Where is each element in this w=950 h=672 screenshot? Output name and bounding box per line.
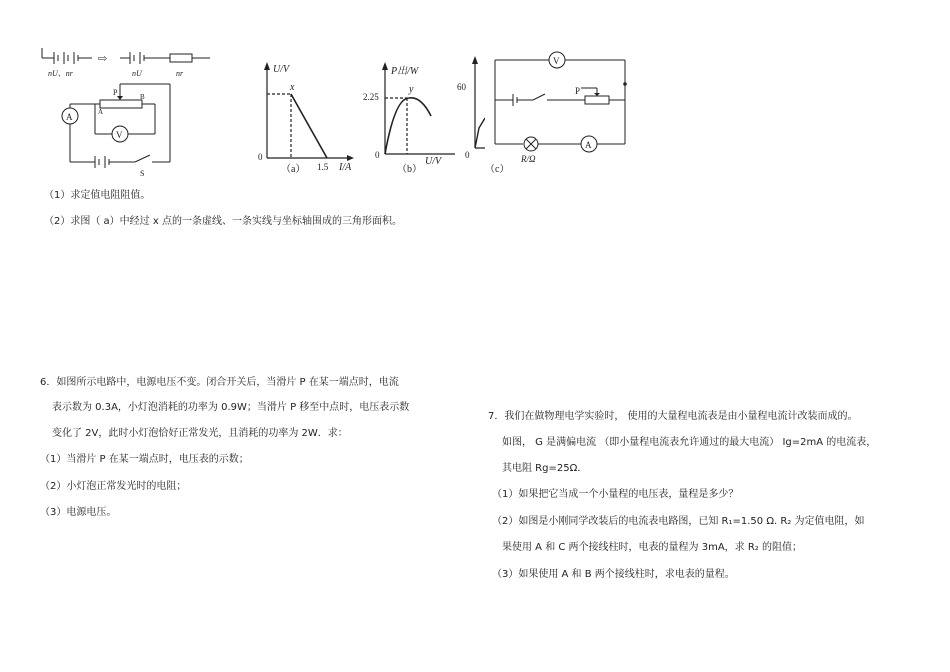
question-6-line2: 表示数为 0.3A，小灯泡消耗的功率为 0.9W；当滑片 P 移至中点时，电压表示数: [52, 402, 410, 413]
graph-b-y-label: P出/W: [391, 66, 419, 77]
right-slider-label-p: P: [575, 86, 581, 96]
graph-c-y-tick: 60: [457, 82, 466, 92]
graph-a-x-tick: 1.5: [317, 162, 329, 172]
graph-a-point-x: x: [290, 82, 295, 93]
graph-b-point-y: y: [409, 84, 414, 95]
question-7-line2: 如图， G 是满偏电流 （即小量程电流表允许通过的最大电流） Ig=2mA 的电流表，: [502, 437, 877, 448]
slider-label-p: P: [113, 88, 118, 97]
question-7-sub1: （1）如果把它当成一个小量程的电压表，量程是多少？: [492, 489, 739, 500]
question-6-line1: 6．如图所示电路中，电源电压不变。闭合开关后，当滑片 P 在某一端点时，电流: [40, 377, 399, 388]
question-5-sub1: （1）求定值电阻阻值。: [44, 190, 151, 201]
graph-c-x-label: R/Ω: [521, 154, 536, 164]
graph-c-origin: 0: [465, 150, 470, 160]
graph-a: [255, 58, 355, 176]
node-b-label: B: [140, 93, 145, 101]
question-6-sub2: （2）小灯泡正常发光时的电阻；: [40, 481, 187, 492]
graph-b-x-label: U/V: [425, 156, 442, 167]
node-a-label: A: [98, 108, 104, 116]
right-ammeter-label: A: [585, 140, 592, 150]
question-5-sub2: （2）求图（ a）中经过 x 点的一条虚线、一条实线与坐标轴围成的三角形面积。: [44, 216, 402, 227]
circuit-diagram-left: [40, 42, 220, 182]
graph-b: [365, 58, 465, 176]
voltmeter-label: V: [116, 130, 123, 140]
graph-b-y-tick: 2.25: [363, 92, 379, 102]
graph-a-origin: 0: [258, 152, 263, 162]
label-nU-nr: nU、nr: [48, 69, 73, 78]
circuit-diagram-right: [485, 44, 637, 164]
graph-a-x-label: I/A: [339, 162, 352, 173]
question-6-sub3: （3）电源电压。: [40, 507, 117, 518]
question-7-sub3: 果使用 A 和 C 两个接线柱时，电表的量程为 3mA，求 R₂ 的阻值；: [502, 542, 802, 553]
right-voltmeter-label: V: [553, 56, 560, 66]
question-6-line3: 变化了 2V，此时小灯泡恰好正常发光，且消耗的功率为 2W．求：: [52, 428, 348, 439]
graph-b-origin: 0: [375, 150, 380, 160]
question-7-sub2: （2）如图是小刚同学改装后的电流表电路图，已知 R₁=1.50 Ω. R₂ 为定值电阻，如: [492, 516, 865, 527]
graph-c-caption: （c）: [485, 164, 510, 175]
graph-a-caption: （a）: [281, 164, 306, 175]
question-7-line3: 其电阻 Rg=25Ω.: [502, 463, 581, 474]
label-nr: nr: [176, 69, 184, 78]
ammeter-label: A: [66, 112, 73, 122]
switch-label: S: [140, 169, 145, 178]
question-6-sub1: （1）当滑片 P 在某一端点时，电压表的示数；: [40, 454, 249, 465]
equiv-arrow-icon: ⇨: [98, 53, 108, 65]
label-nU: nU: [132, 69, 142, 78]
graph-b-caption: （b）: [397, 164, 422, 175]
graph-a-y-label: U/V: [273, 64, 290, 75]
question-7-sub4: （3）如果使用 A 和 B 两个接线柱时，求电表的量程。: [492, 569, 735, 580]
question-7-line1: 7．我们在做物理电学实验时， 使用的大量程电流表是由小量程电流计改装而成的。: [488, 411, 858, 422]
